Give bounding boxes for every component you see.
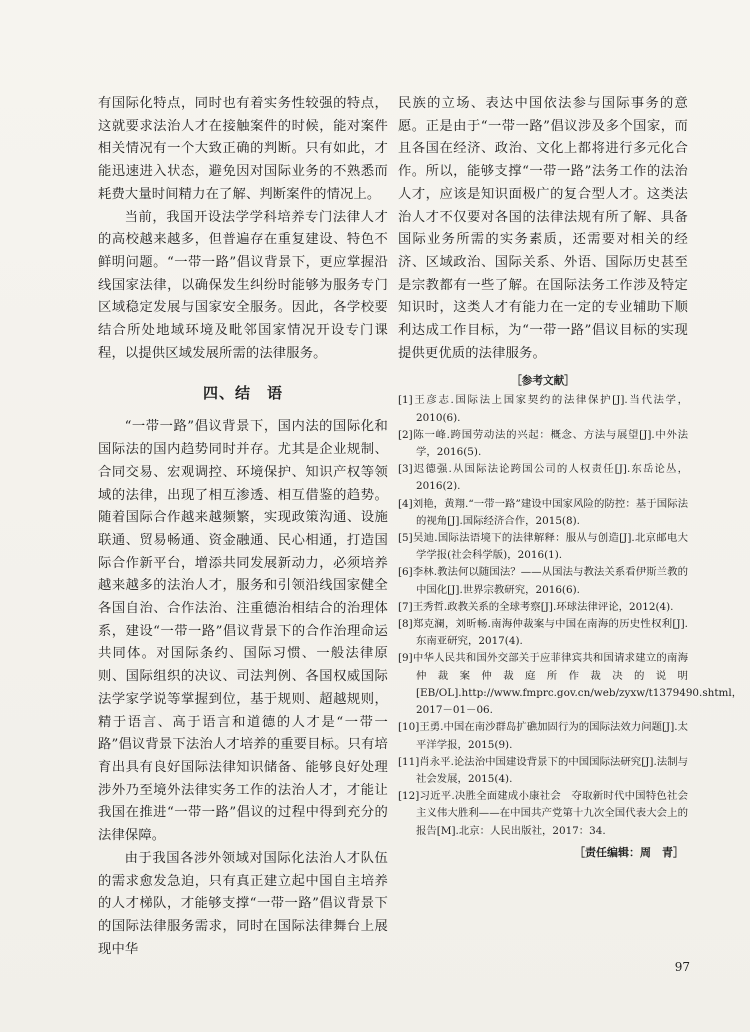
left-column (98, 93, 388, 961)
reference-item: [2]陈一峰.跨国劳动法的兴起：概念、方法与展望[J].中外法学，2016(5). (398, 428, 688, 459)
reference-item: [9]中华人民共和国外交部关于应菲律宾共和国请求建立的南海仲裁案仲裁庭所作裁决的说明[EB/OL].http://www.fmprc.gov.cn/web/zyxw/t1379490.shtml，2017－01－06. (398, 652, 743, 717)
reference-item: [8]郑克澜，刘昕畅.南海仲裁案与中国在南海的历史性权利[J].东南亚研究，2017(4). (398, 618, 688, 648)
reference-item: [1]王彦志.国际法上国家契约的法律保护[J].当代法学，2010(6). (398, 394, 688, 424)
reference-item: [12]习近平.决胜全面建成小康社会 夺取新时代中国特色社会主义伟大胜利——在中国共产党第十九次全国代表大会上的报告[M].北京：人民出版社，2017：34. (398, 790, 688, 837)
reference-list (398, 392, 743, 839)
responsible-editor: ［责任编辑：周 青］ (574, 845, 684, 859)
right-column (398, 93, 743, 860)
section-heading: 四、结 语 (202, 384, 283, 403)
body-paragraph-continuation: 有国际化特点，同时也有着实务性较强的特点，这就要求法治人才在接触案件的时候，能对案件相关情况有一个大致正确的判断。只有如此，才能迅速进入状态，避免因对国际业务的不熟悉而耗费大量时间精力在了解、判断案件的情况上。 (98, 96, 388, 202)
body-paragraph: 当前，我国开设法学学科培养专门法律人才的高校越来越多，但普遍存在重复建设、特色不鲜明问题。“一带一路”倡议背景下，更应掌握沿线国家法律，以确保发生纠纷时能够为服务专门区域稳定发展与国家安全服务。因此，各学校要结合所处地域环境及毗邻国家情况开设专门课程，以提供区域发展所需的法律服务。 (98, 209, 388, 361)
reference-item: [10]王勇.中国在南沙群岛扩礁加固行为的国际法效力问题[J].太平洋学报，2015(9). (398, 721, 688, 751)
reference-item: [5]吴迪.国际法语境下的法律解释：服从与创造[J].北京邮电大学学报(社会科学版)，2016(1). (398, 532, 688, 562)
page-number: 97 (674, 960, 690, 974)
reference-item: [4]刘艳，黄翔.“一带一路”建设中国家风险的防控：基于国际法的视角[J].国际经济合作，2015(8). (398, 497, 688, 527)
references-heading: ［参考文献］ (511, 375, 575, 388)
reference-item: [7]王秀哲.政教关系的全球考察[J].环球法律评论，2012(4). (398, 600, 674, 613)
reference-item: [11]肖永平.论法治中国建设背景下的中国国际法研究[J].法制与社会发展，2015(4). (398, 755, 688, 785)
reference-item: [6]李林.教法何以随国法？——从国法与教法关系看伊斯兰教的中国化[J].世界宗教研究，2016(6). (398, 566, 688, 596)
body-paragraph-continuation: 民族的立场、表达中国依法参与国际事务的意愿。正是由于“一带一路”倡议涉及多个国家，而且各国在经济、政治、文化上都将进行多元化合作。所以，能够支撑“一带一路”法务工作的法治人才，应该是知识面极广的复合型人才。这类法治人才不仅要对各国的法律法规有所了解、具备国际业务所需的实务素质，还需要对相关的经济、区域政治、国际关系、外语、国际历史甚至是宗教都有一些了解。在国际法务工作涉及特定知识时，这类人才有能力在一定的专业辅助下顺利达成工作目标，为“一带一路”倡议目标的实现提供更优质的法律服务。 (398, 96, 688, 361)
body-paragraph: “一带一路”倡议背景下，国内法的国际化和国际法的国内趋势同时并存。尤其是企业规制、合同交易、宏观调控、环境保护、知识产权等领域的法律，出现了相互渗透、相互借鉴的趋势。随着国际合作越来越频繁，实现政策沟通、设施联通、贸易畅通、资金融通、民心相通，打造国际合作新平台，增添共同发展新动力，必须培养越来越多的法治人才，服务和引领沿线国家健全各国自治、合作法治、注重德治相结合的治理体系，建设“一带一路”倡议背景下的合作治理命运共同体。对国际条约、国际习惯、一般法律原则、国际组织的决议、司法判例、各国权威国际法学家学说等掌握到位，基于规则、超越规则，精于语言、高于语言和道德的人才是“一带一路”倡议背景下法治人才培养的重要目标。只有培育出具有良好国际法律知识储备、能够良好处理涉外乃至境外法律实务工作的法治人才，才能让我国在推进“一带一路”倡议的过程中得到充分的法律保障。 (98, 419, 388, 844)
reference-item: [3]迟德强.从国际法论跨国公司的人权责任[J].东岳论丛，2016(2). (398, 463, 688, 493)
body-paragraph: 由于我国各涉外领域对国际化法治人才队伍的需求愈发急迫，只有真正建立起中国自主培养的人才梯队，才能够支撑“一带一路”倡议背景下的国际法律服务需求，同时在国际法律舞台上展现中华 (98, 850, 388, 957)
